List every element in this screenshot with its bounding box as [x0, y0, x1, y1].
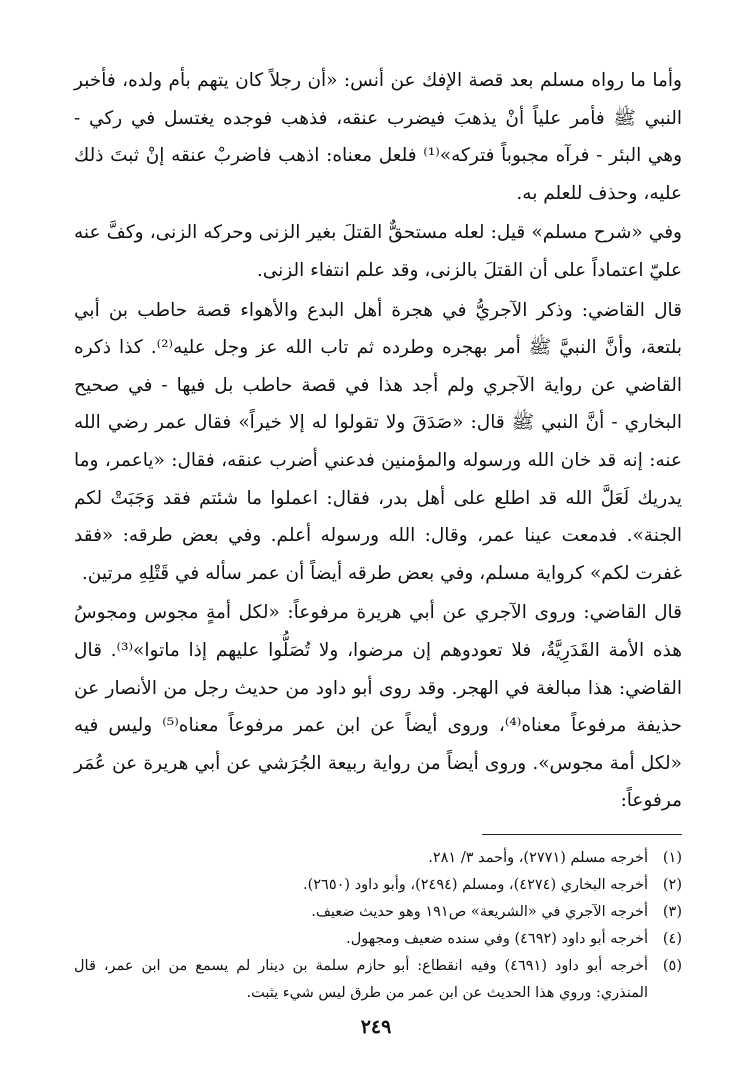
footnote-number: (٢)	[662, 876, 682, 893]
paragraph-4: قال القاضي: وروى الآجري عن أبي هريرة مرفوعاً: «لكل أمةٍ مجوس ومجوسُ هذه الأمة القَدَرِيَّةُ، فلا تعودوهم إن مرضوا، ولا تُصَلُّوا عليهم إذا ماتوا»⁽³⁾. قال القاضي: هذا مبالغة في الهجر. وقد روى أبو داود من حديث رجل من الأنصار عن حذيفة مرفوعاً معناه⁽⁴⁾، وروى أيضاً عن ابن عمر مرفوعاً معناه⁽⁵⁾ وليس فيه «لكل أمة مجوس». وروى أيضاً من رواية ربيعة الجُرَشي عن أبي هريرة عن عُمَر مرفوعاً:	[74, 602, 682, 812]
footnotes-list	[74, 845, 682, 1007]
footnote-text: أخرجه البخاري (٤٢٧٤)، ومسلم (٢٤٩٤)، وأبو داود (٢٦٥٠).	[302, 876, 648, 893]
footnote-item	[74, 926, 682, 953]
footnote-number: (١)	[662, 849, 682, 866]
footnote-divider	[482, 834, 682, 835]
footnote-item	[74, 953, 682, 1007]
footnote-number: (٤)	[662, 930, 682, 947]
page-number: ٢٤٩	[360, 1016, 392, 1038]
main-text	[74, 62, 682, 820]
footnote-text: أخرجه أبو داود (٤٦٩٢) وفي سنده ضعيف ومجهول.	[346, 930, 648, 947]
footnote-number: (٥)	[662, 957, 682, 974]
footnote-item	[74, 872, 682, 899]
footnote-item	[74, 899, 682, 926]
footnote-text: أخرجه أبو داود (٤٦٩١) وفيه انقطاع: أبو حازم سلمة بن دينار لم يسمع من ابن عمر، قال المنذري: وروي هذا الحديث عن ابن عمر من طرق ليس شيء يثبت.	[74, 957, 648, 1001]
footnote-number: (٣)	[662, 903, 682, 920]
paragraph-1: وأما ما رواه مسلم بعد قصة الإفك عن أنس: «أن رجلاً كان يتهم بأم ولده، فأخبر النبي ﷺ فأمر علياً أنْ يذهبَ فيضرب عنقه، فذهب فوجده يغتسل في ركي - وهي البئر - فرآه مجبوباً فتركه»⁽¹⁾ فلعل معناه: اذهب فاضربْ عنقه إنْ ثبتَ ذلك عليه، وحذف للعلم به.	[74, 70, 682, 204]
footnote-item	[74, 845, 682, 872]
page-content	[74, 62, 682, 1007]
footnote-text: أخرجه الآجري في «الشريعة» ص١٩١ وهو حديث ضعيف.	[311, 903, 648, 920]
footnote-text: أخرجه مسلم (٢٧٧١)، وأحمد ٣/ ٢٨١.	[428, 849, 648, 866]
paragraph-3: قال القاضي: وذكر الآجريُّ في هجرة أهل البدع والأهواء قصة حاطب بن أبي بلتعة، وأنَّ النبيَّ ﷺ أمر بهجره وطرده ثم تاب الله عز وجل عليه⁽²⁾. كذا ذكره القاضي عن رواية الآجري ولم أجد هذا في قصة حاطب بل فيها - في صحيح البخاري - أنَّ النبي ﷺ قال: «صَدَقَ ولا تقولوا له إلا خيراً» فقال عمر رضي الله عنه: إنه قد خان الله ورسوله والمؤمنين فدعني أضرب عنقه، فقال: «ياعمر، وما يدريك لَعَلَّ الله قد اطلع على أهل بدر، فقال: اعملوا ما شئتم فقد وَجَبَتْ لكم الجنة». فدمعت عينا عمر، وقال: الله ورسوله أعلم. وفي بعض طرقه: «فقد غفرت لكم» كرواية مسلم، وفي بعض طرقه أيضاً أن عمر سأله في قَتْلِهِ مرتين.	[74, 299, 682, 584]
paragraph-2: وفي «شرح مسلم» قيل: لعله مستحقٌّ القتلَ بغير الزنى وحركه الزنى، وكفَّ عنه عليّ اعتماداً على أن القتلَ بالزنى، وقد علم انتفاء الزنى.	[74, 222, 682, 281]
